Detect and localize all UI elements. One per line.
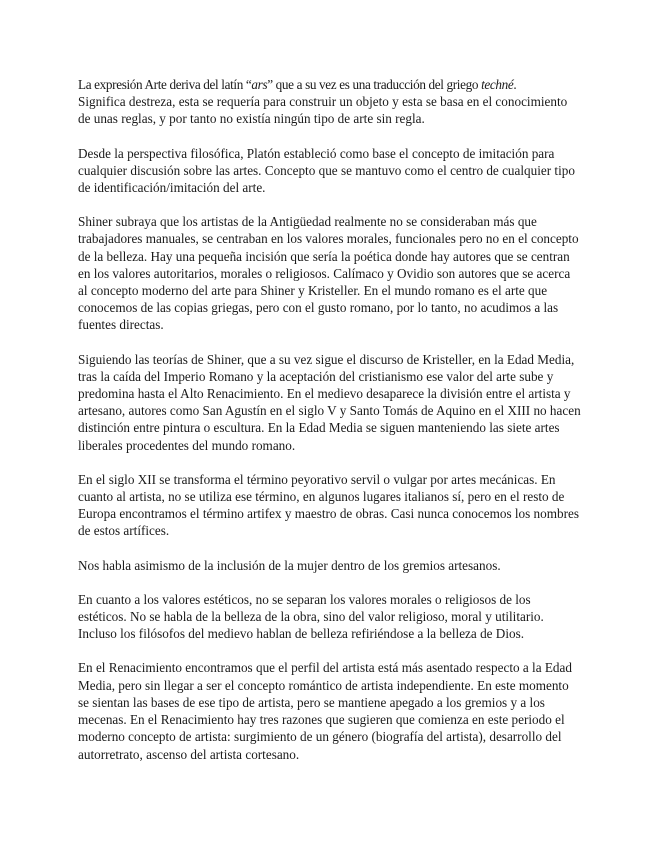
document-page — [78, 76, 582, 780]
lead-text-b: ” que a su vez es una traducción del griego — [267, 77, 482, 92]
paragraph-renaissance: En el Renacimiento encontramos que el perfil del artista está más asentado respecto a la Edad Media, pero sin llegar a ser el concepto romántico de artista independiente. En este momento se sientan las bases de ese tipo de artista, pero se mantiene apegado a los gremios y a los mecenas. En el Renacimiento hay tres razones que sugieren que comienza en este periodo el moderno concepto de artista: surgimiento de un género (biografía del artista), desarrollo del autorretrato, ascenso del artista cortesano. — [78, 660, 572, 762]
paragraph-antiquity: Shiner subraya que los artistas de la Antigüedad realmente no se consideraban más que trabajadores manuales, se centraban en los valores morales, funcionales pero no en el concepto de la belleza. Hay una pequeña incisión que sería la poética donde hay autores que se centran en los valores autoritarios, morales o religiosos. Calímaco y Ovidio son autores que se acerca al concepto moderno del arte para Shiner y Kristeller. En el mundo romano es el arte que conocemos de las copias griegas, pero con el gusto romano, por lo tanto, no acudimos a las fuentes directas. — [78, 214, 579, 333]
lead-text-c: . — [513, 77, 517, 92]
paragraph-women-guilds: Nos habla asimismo de la inclusión de la mujer dentro de los gremios artesanos. — [78, 557, 501, 573]
paragraph-middle-ages: Siguiendo las teorías de Shiner, que a su vez sigue el discurso de Kristeller, en la Edad Media, tras la caída del Imperio Romano y la aceptación del cristianismo ese valor del arte sube y predomina hasta el Alto Renacimiento. En el medievo desaparece la división entre el artista y artesano, autores como San Agustín en el siglo V y Santo Tomás de Aquino en el XIII no hacen distinción entre pintura o escultura. En la Edad Media se siguen manteniendo las siete artes liberales procedentes del mundo romano. — [78, 351, 581, 453]
paragraph-etymology-rest: Significa destreza, esta se requería para construir un objeto y esta se basa en el conocimiento de unas reglas, y por tanto no existía ningún tipo de arte sin regla. — [78, 94, 568, 127]
lead-text-a: La expresión Arte deriva del latín “ — [78, 77, 252, 92]
term-ars: ars — [251, 77, 268, 92]
paragraph-aesthetic-values: En cuanto a los valores estéticos, no se separan los valores morales o religiosos de los estéticos. No se habla de la belleza de la obra, sino del valor religioso, moral y utilitario. Incluso los filósofos del medievo hablan de belleza refiriéndose a la belleza de Dios. — [78, 591, 544, 642]
term-techne: techné — [481, 77, 514, 92]
paragraph-etymology — [78, 76, 582, 128]
paragraph-plato: Desde la perspectiva filosófica, Platón estableció como base el concepto de imitación para cualquier discusión sobre las artes. Concepto que se mantuvo como el centro de cualquier tipo de identificación/imitación del arte. — [78, 145, 575, 196]
lead-sentence — [78, 77, 516, 92]
paragraph-twelfth-century: En el siglo XII se transforma el término peyorativo servil o vulgar por artes mecánicas. En cuanto al artista, no se utiliza ese término, en algunos lugares italianos sí, pero en el resto de Europa encontramos el término artifex y maestro de obras. Casi nunca conocemos los nombres de estos artífices. — [78, 471, 579, 539]
